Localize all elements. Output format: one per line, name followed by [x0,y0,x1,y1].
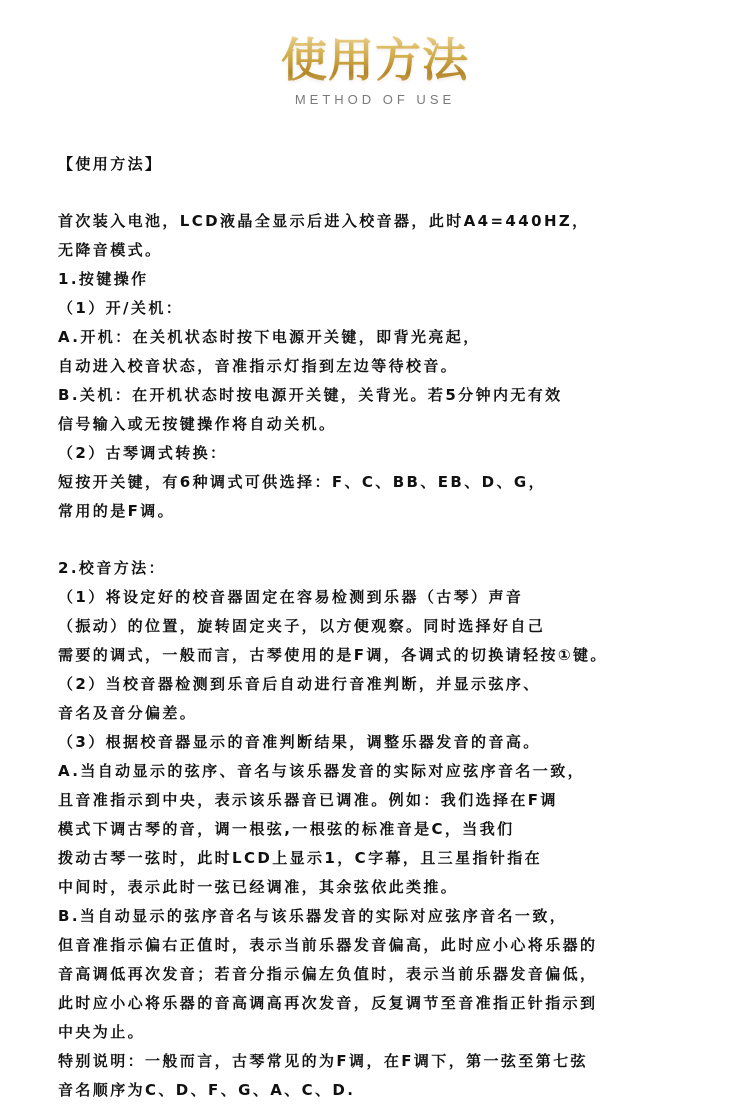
part2-line: （1）将设定好的校音器固定在容易检测到乐器（古琴）声音 [58,588,524,606]
intro-line: 无降音模式。 [58,241,163,259]
part2-line: 拨动古琴一弦时，此时LCD上显示1，C字幕，且三星指针指在 [58,849,543,867]
part2-line: （2）当校音器检测到乐音后自动进行音准判断，并显示弦序、 [58,675,541,693]
instructions-body [58,150,728,1105]
part2-line: 需要的调式，一般而言，古琴使用的是F调，各调式的切换请轻按①键。 [58,646,608,664]
part1-line: A.开机：在关机状态时按下电源开关键，即背光亮起， [58,328,481,346]
part2-line: 且音准指示到中央，表示该乐器音已调准。例如：我们选择在F调 [58,791,558,809]
part1-line: 信号输入或无按键操作将自动关机。 [58,415,337,433]
part1-line: 短按开关键，有6种调式可供选择：F、C、BB、EB、D、G， [58,473,547,491]
part2-line: 音高调低再次发音；若音分指示偏左负值时，表示当前乐器发音偏低， [58,965,598,983]
part2-line: B.当自动显示的弦序音名与该乐器发音的实际对应弦序音名一致， [58,907,568,925]
part2-line: 中央为止。 [58,1023,146,1041]
part2-line: 但音准指示偏右正值时，表示当前乐器发音偏高，此时应小心将乐器的 [58,936,598,954]
part1-line: B.关机：在开机状态时按电源开关键，关背光。若5分钟内无有效 [58,386,563,404]
part2-line: 2.校音方法： [58,559,166,577]
page-header [0,28,750,108]
part1-line: 1.按键操作 [58,270,149,288]
intro-line: 首次装入电池，LCD液晶全显示后进入校音器，此时A4=440HZ， [58,212,590,230]
part1-line: 自动进入校音状态，音准指示灯指到左边等待校音。 [58,357,459,375]
part1-line: （1）开/关机： [58,299,184,317]
page-subtitle: METHOD OF USE [294,92,456,107]
part1-line: （2）古琴调式转换： [58,444,228,462]
page-title: 使用方法 [0,28,750,92]
part2-line: （振动）的位置，旋转固定夹子，以方便观察。同时选择好自己 [58,617,546,635]
part2-line: A.当自动显示的弦序、音名与该乐器发音的实际对应弦序音名一致， [58,762,585,780]
part1-line: 常用的是F调。 [58,502,176,520]
part2-line: 中间时，表示此时一弦已经调准，其余弦依此类推。 [58,878,459,896]
part2-line: （3）根据校音器显示的音准判断结果，调整乐器发音的音高。 [58,733,541,751]
part2-line: 音名及音分偏差。 [58,704,198,722]
part2-line: 模式下调古琴的音，调一根弦,一根弦的标准音是C，当我们 [58,820,515,838]
spacer [58,526,728,554]
part2-line: 此时应小心将乐器的音高调高再次发音，反复调节至音准指正针指示到 [58,994,598,1012]
spacer [58,179,728,207]
part2-line: 音名顺序为C、D、F、G、A、C、D. [58,1081,356,1099]
section-heading: 【使用方法】 [58,155,163,173]
part2-line: 特别说明：一般而言，古琴常见的为F调，在F调下，第一弦至第七弦 [58,1052,588,1070]
